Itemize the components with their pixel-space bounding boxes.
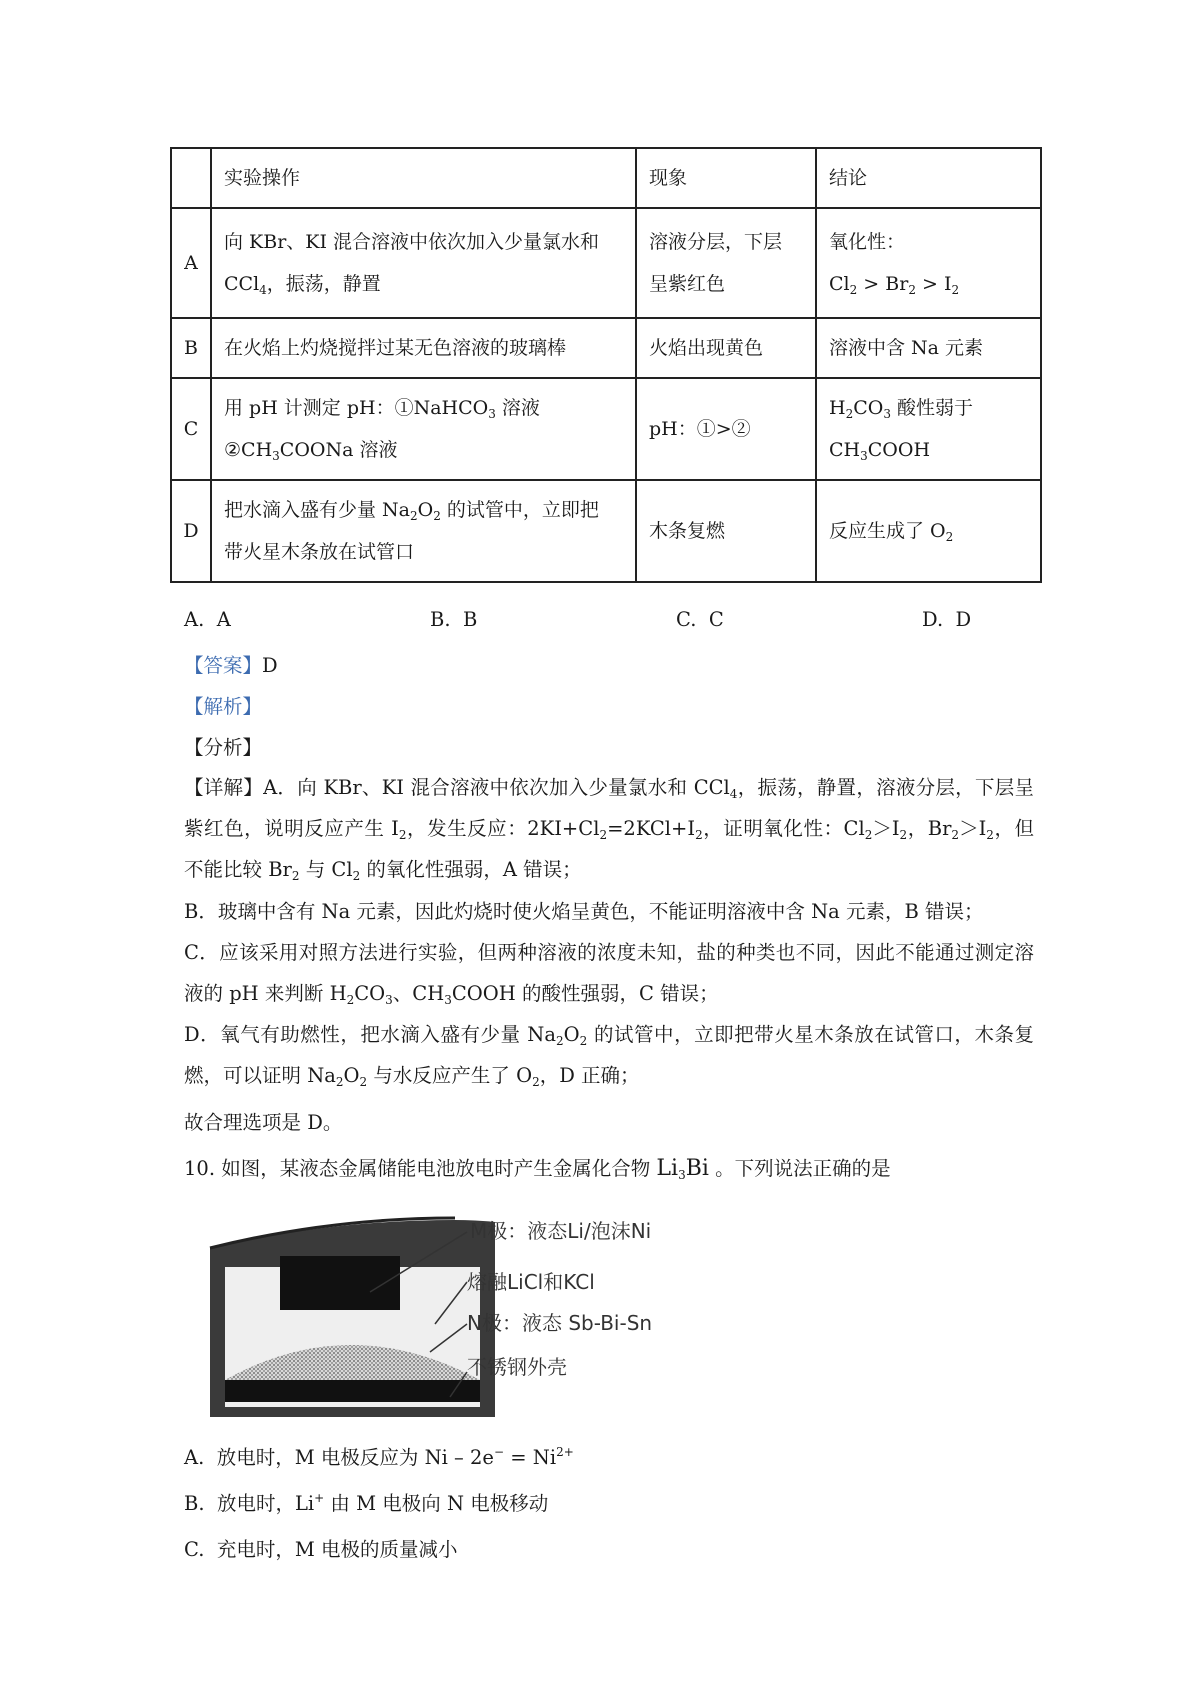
operation-text: 用 pH 计测定 pH：①NaHCO [224,397,489,419]
detail-text: C．应该采用对照方法进行实验，但两种溶液的浓度未知，盐的种类也不同，因此不能通过测定溶液的 pH 来判断 H [184,941,1034,1005]
detail-text: 与水反应产生了 O [367,1064,533,1087]
conclusion-text: 反应生成了 O [829,520,946,542]
option-letter: C. [184,1538,205,1561]
row-label: D [171,480,211,582]
subscript: 2 [359,1075,368,1089]
table-row [171,480,1041,582]
subscript: 2 [335,1075,344,1089]
subscript: 2 [845,407,854,421]
subscript: 2 [695,828,703,842]
choice-letter: C. [676,608,697,631]
header-conclusion: 结论 [816,148,1041,208]
answer-line [184,650,278,678]
detail-paragraph-d [184,1014,1034,1096]
label-shell: 不锈钢外壳 [467,1355,567,1379]
choice-letter: D. [922,608,944,631]
formula-text: > I [915,273,952,295]
choice-a [184,608,231,631]
header-phenomenon: 现象 [636,148,816,208]
conclusion-line-1: 氧化性： [829,231,906,253]
operation-line-2: 带火星木条放在试管口 [224,541,415,563]
fenxi-tag: 【分析】 [184,736,263,759]
answer-tag: 【答案】 [184,654,263,677]
choice-letter: A. [184,608,205,631]
superscript: 2+ [556,1445,574,1459]
analysis-tag: 【解析】 [184,695,263,718]
phenomenon-cell: pH：①>② [636,378,816,480]
detail-text: CO [354,982,386,1005]
formula-text: CH [829,439,861,461]
operation-text: COONa 溶液 [279,439,398,461]
subscript: 3 [860,449,868,463]
operation-cell [211,480,636,582]
subscript: 2 [555,1034,564,1048]
subscript: 4 [259,283,267,297]
phenomenon-cell [636,208,816,318]
phenomenon-cell: 火焰出现黄色 [636,318,816,378]
operation-line-1: 向 KBr、KI 混合溶液中依次加入少量氯水和 [224,231,600,253]
formula-text: Cl [829,273,850,295]
subscript: 2 [849,283,858,297]
option-text: 由 M 电极向 N 电极移动 [324,1492,549,1515]
phenomenon-line-2: 呈紫红色 [649,273,726,295]
subscript: 2 [986,828,994,842]
conclusion-cell [816,208,1041,318]
subscript: 3 [678,1168,686,1182]
detail-text: ，但不能比较 Br [184,817,1034,881]
subscript: 2 [352,869,361,883]
detail-text: D．氧气有助燃性，把水滴入盛有少量 Na [184,1023,556,1046]
subscript: 3 [488,407,496,421]
subscript: 2 [951,828,960,842]
subscript: 2 [945,530,954,544]
subscript: 2 [951,283,960,297]
table-row [171,318,1041,378]
detail-text: 【详解】A．向 KBr、KI 混合溶液中依次加入少量氯水和 CCl [184,776,730,799]
detail-text: =2KCl+I [607,817,696,840]
option-letter: A. [184,1446,205,1469]
formula-text: CO [853,397,884,419]
subscript: 2 [346,993,355,1007]
battery-diagram [205,1212,735,1417]
operation-cell [211,378,636,480]
detail-text: O [343,1064,360,1087]
row-label: C [171,378,211,480]
choice-b [430,608,477,631]
subscript: 2 [532,1075,540,1089]
formula-text: Bi [685,1156,709,1181]
formula-text: Li [656,1156,679,1181]
operation-text: 把水滴入盛有少量 Na [224,499,410,521]
detail-text: COOH 的酸性强弱，C 错误； [451,982,719,1005]
table-row [171,208,1041,318]
formula-text: > Br [857,273,909,295]
option-text: 充电时，M 电极的质量减小 [216,1538,458,1561]
detail-paragraph-b: B．玻璃中含有 Na 元素，因此灼烧时使火焰呈黄色，不能证明溶液中含 Na 元素，B 错误； [184,900,984,923]
detail-paragraph-c [184,932,1034,1014]
subscript: 3 [272,449,280,463]
label-n-electrode: N极：液态 Sb-Bi-Sn [467,1311,653,1335]
formula-text: Li [294,1492,315,1515]
choice-text: B [462,608,478,631]
conclusion-cell: 溶液中含 Na 元素 [816,318,1041,378]
m-electrode [280,1256,400,1310]
option-letter: B. [184,1492,205,1515]
subscript: 2 [410,509,418,523]
experiment-table [170,147,1042,583]
question-text: 10. 如图，某液态金属储能电池放电时产生金属化合物 [184,1157,657,1180]
operation-text: 的试管中，立即把 [440,499,599,521]
subscript: 2 [291,869,300,883]
operation-cell [211,208,636,318]
subscript: 3 [385,993,393,1007]
phenomenon-line-1: 溶液分层，下层 [649,231,783,253]
conclusion-cell [816,378,1041,480]
detail-conclusion: 故合理选项是 D。 [184,1111,343,1134]
operation-cell: 在火焰上灼烧搅拌过某无色溶液的玻璃棒 [211,318,636,378]
q10-option-b [184,1488,548,1516]
detail-text: 、CH [392,982,445,1005]
table-row [171,378,1041,480]
subscript: 2 [599,828,608,842]
label-molten-salt: 熔融LiCl和KCl [467,1270,595,1294]
conclusion-cell [816,480,1041,582]
q10-option-a [184,1442,574,1470]
conclusion-text: 酸性弱于 [890,397,974,419]
choice-c [676,608,724,631]
subscript: 2 [433,509,441,523]
detail-text: ，Br [907,817,952,840]
choice-letter: B. [430,608,451,631]
subscript: 2 [864,828,873,842]
subscript: 4 [729,787,738,801]
question-10-stem [184,1153,891,1181]
option-text: 放电时， [216,1492,295,1515]
label-m-electrode: M极：液态Li/泡沫Ni [470,1219,652,1243]
choice-text: D [955,608,972,631]
choice-d [922,608,971,631]
table-header-row [171,148,1041,208]
detail-text: ＞I [872,817,900,840]
phenomenon-cell: 木条复燃 [636,480,816,582]
detail-text: ，D 正确； [539,1064,640,1087]
choice-text: C [708,608,724,631]
q10-option-c [184,1534,458,1562]
formula-text: COOH [867,439,931,461]
detail-text: ＞I [959,817,987,840]
formula-text: Ni – 2e [424,1446,494,1469]
operation-text: ②CH [224,439,273,461]
subscript: 3 [883,407,891,421]
detail-text: 的氧化性强弱，A 错误； [360,858,582,881]
operation-text: ，振荡，静置 [266,273,381,295]
subscript: 2 [398,828,407,842]
formula-text: = Ni [504,1446,557,1469]
superscript: − [493,1445,505,1459]
subscript: 2 [908,283,916,297]
header-operation: 实验操作 [211,148,636,208]
header-cell-empty [171,148,211,208]
formula-text: O [417,499,434,521]
row-label: B [171,318,211,378]
question-text: 。下列说法正确的是 [708,1157,891,1180]
detail-text: ，发生反应：2KI+Cl [406,817,600,840]
subscript: 3 [444,993,452,1007]
detail-paragraph-a [184,767,1034,890]
detail-text: 的试管中，立即把带火星木条放在试管口，木条复燃，可以证明 Na [184,1023,1034,1087]
operation-text: 溶液 [495,397,540,419]
formula-text: CCl [224,273,260,295]
choice-text: A [216,608,231,631]
answer-value: D [262,654,278,677]
option-text: 放电时，M 电极反应为 [216,1446,425,1469]
detail-text: ，振荡，静置，溶液分层，下层呈紫红色，说明反应产生 I [184,776,1034,840]
detail-text: 与 Cl [299,858,353,881]
subscript: 2 [579,1034,588,1048]
subscript: 2 [899,828,908,842]
superscript: + [314,1491,325,1505]
detail-text: O [563,1023,580,1046]
detail-text: ，证明氧化性：Cl [702,817,865,840]
row-label: A [171,208,211,318]
formula-text: H [829,397,846,419]
bottom-plate [225,1380,480,1402]
